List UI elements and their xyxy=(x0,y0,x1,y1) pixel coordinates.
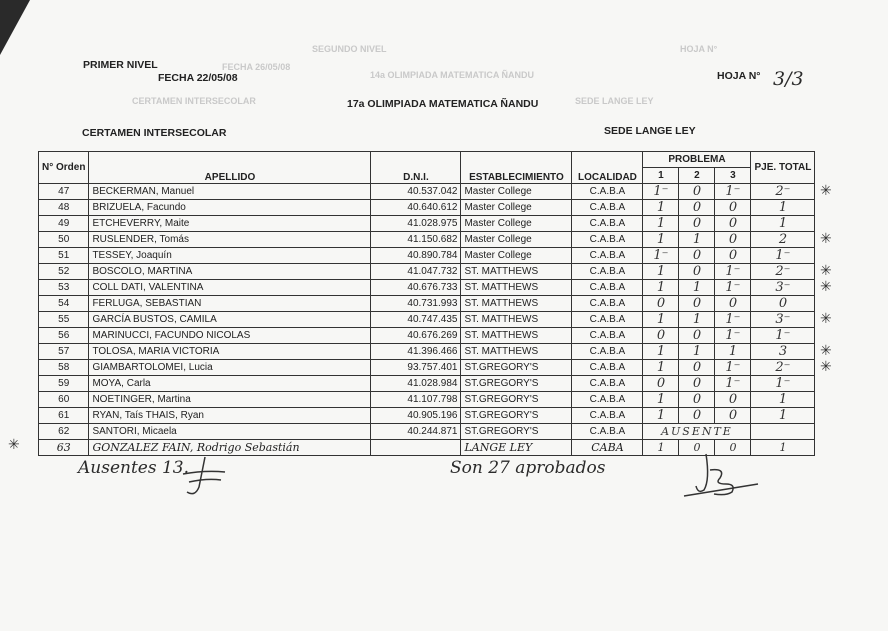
locality-cell: C.A.B.A xyxy=(572,376,643,392)
dni-cell xyxy=(371,440,461,456)
school-cell: ST.GREGORY'S xyxy=(461,360,572,376)
p1-cell: 1 xyxy=(643,408,679,424)
p3-cell: 1 xyxy=(715,344,751,360)
venue-label: SEDE LANGE LEY xyxy=(604,125,696,137)
col-dni: D.N.I. xyxy=(371,152,461,184)
dni-cell: 41.028.975 xyxy=(371,216,461,232)
total-cell: 2 xyxy=(751,232,815,248)
ghost-text: FECHA 26/05/08 xyxy=(222,62,291,72)
school-cell: ST. MATTHEWS xyxy=(461,344,572,360)
school-cell: Master College xyxy=(461,200,572,216)
surname-cell: FERLUGA, SEBASTIAN xyxy=(89,296,371,312)
table-row xyxy=(39,392,815,408)
order-cell: 61 xyxy=(39,408,89,424)
col-p1: 1 xyxy=(643,168,679,184)
p2-cell: 0 xyxy=(679,392,715,408)
p3-cell: 0 xyxy=(715,216,751,232)
p2-cell: 0 xyxy=(679,248,715,264)
results-table xyxy=(38,151,815,456)
p1-cell: 0 xyxy=(643,376,679,392)
dni-cell: 40.244.871 xyxy=(371,424,461,440)
p2-cell: 0 xyxy=(679,216,715,232)
locality-cell: C.A.B.A xyxy=(572,232,643,248)
total-cell xyxy=(751,424,815,440)
table-row xyxy=(39,328,815,344)
order-cell: 51 xyxy=(39,248,89,264)
page-title: 17a OLIMPIADA MATEMATICA ÑANDU xyxy=(347,98,539,110)
sheet-number: 3/3 xyxy=(773,68,804,90)
p1-cell: 1 xyxy=(643,200,679,216)
locality-cell: C.A.B.A xyxy=(572,248,643,264)
dni-cell: 41.028.984 xyxy=(371,376,461,392)
col-p2: 2 xyxy=(679,168,715,184)
surname-cell: MARINUCCI, FACUNDO NICOLAS xyxy=(89,328,371,344)
total-cell: 1 xyxy=(751,408,815,424)
p2-cell: 0 xyxy=(679,264,715,280)
order-cell: 60 xyxy=(39,392,89,408)
table-row xyxy=(39,424,815,440)
locality-cell: CABA xyxy=(572,440,643,456)
total-cell: 2⁻ xyxy=(751,184,815,200)
dni-cell: 40.747.435 xyxy=(371,312,461,328)
p1-cell: 1 xyxy=(643,232,679,248)
dni-cell: 40.905.196 xyxy=(371,408,461,424)
total-cell: 3⁻ xyxy=(751,312,815,328)
star-mark-icon: ✳ xyxy=(820,262,832,278)
star-mark-icon: ✳ xyxy=(820,230,832,246)
order-cell: 63 xyxy=(39,440,89,456)
order-cell: 56 xyxy=(39,328,89,344)
order-cell: 47 xyxy=(39,184,89,200)
surname-cell: GONZALEZ FAIN, Rodrigo Sebastián xyxy=(89,440,371,456)
locality-cell: C.A.B.A xyxy=(572,216,643,232)
table-row xyxy=(39,184,815,200)
table-row xyxy=(39,408,815,424)
p3-cell: 0 xyxy=(715,440,751,456)
total-cell: 1 xyxy=(751,200,815,216)
col-order: N° Orden xyxy=(39,152,89,184)
dni-cell: 40.676.269 xyxy=(371,328,461,344)
total-cell: 2⁻ xyxy=(751,264,815,280)
locality-cell: C.A.B.A xyxy=(572,344,643,360)
surname-cell: RYAN, Taís THAIS, Ryan xyxy=(89,408,371,424)
order-cell: 62 xyxy=(39,424,89,440)
p3-cell: 0 xyxy=(715,408,751,424)
table-row xyxy=(39,312,815,328)
p1-cell: 1⁻ xyxy=(643,248,679,264)
p2-cell: 0 xyxy=(679,376,715,392)
locality-cell: C.A.B.A xyxy=(572,184,643,200)
star-mark-icon: ✳ xyxy=(820,342,832,358)
p3-cell: 1⁻ xyxy=(715,264,751,280)
absent-cell: AUSENTE xyxy=(643,424,751,440)
surname-cell: ETCHEVERRY, Maite xyxy=(89,216,371,232)
p3-cell: 0 xyxy=(715,200,751,216)
order-cell: 49 xyxy=(39,216,89,232)
ghost-text: CERTAMEN INTERSECOLAR xyxy=(132,96,256,106)
order-cell: 53 xyxy=(39,280,89,296)
total-cell: 1⁻ xyxy=(751,376,815,392)
school-cell: Master College xyxy=(461,216,572,232)
table-row xyxy=(39,216,815,232)
dni-cell: 93.757.401 xyxy=(371,360,461,376)
dni-cell: 41.396.466 xyxy=(371,344,461,360)
p3-cell: 0 xyxy=(715,248,751,264)
p1-cell: 1 xyxy=(643,440,679,456)
p1-cell: 1 xyxy=(643,216,679,232)
school-cell: ST.GREGORY'S xyxy=(461,392,572,408)
p1-cell: 1 xyxy=(643,360,679,376)
star-mark-icon: ✳ xyxy=(820,358,832,374)
col-problem: PROBLEMA xyxy=(643,152,751,168)
dni-cell: 40.676.733 xyxy=(371,280,461,296)
locality-cell: C.A.B.A xyxy=(572,328,643,344)
dni-cell: 40.731.993 xyxy=(371,296,461,312)
locality-cell: C.A.B.A xyxy=(572,360,643,376)
surname-cell: GIAMBARTOLOMEI, Lucia xyxy=(89,360,371,376)
col-school: ESTABLECIMIENTO xyxy=(461,152,572,184)
order-cell: 54 xyxy=(39,296,89,312)
ghost-text: 14a OLIMPIADA MATEMATICA ÑANDU xyxy=(370,70,534,80)
table-row xyxy=(39,376,815,392)
table-row xyxy=(39,200,815,216)
school-cell: ST. MATTHEWS xyxy=(461,312,572,328)
star-mark-icon: ✳ xyxy=(820,182,832,198)
school-cell: ST.GREGORY'S xyxy=(461,408,572,424)
dni-cell: 40.640.612 xyxy=(371,200,461,216)
col-locality: LOCALIDAD xyxy=(572,152,643,184)
p3-cell: 0 xyxy=(715,232,751,248)
p2-cell: 0 xyxy=(679,328,715,344)
p3-cell: 0 xyxy=(715,392,751,408)
surname-cell: BOSCOLO, MARTINA xyxy=(89,264,371,280)
p3-cell: 1⁻ xyxy=(715,328,751,344)
surname-cell: BECKERMAN, Manuel xyxy=(89,184,371,200)
scan-corner-shadow xyxy=(0,0,30,55)
ghost-text: SEGUNDO NIVEL xyxy=(312,44,387,54)
ghost-text: HOJA N° xyxy=(680,44,718,54)
total-cell: 3⁻ xyxy=(751,280,815,296)
order-cell: 52 xyxy=(39,264,89,280)
p3-cell: 1⁻ xyxy=(715,360,751,376)
approved-note: Son 27 aprobados xyxy=(450,458,606,478)
surname-cell: TESSEY, Joaquín xyxy=(89,248,371,264)
school-cell: ST. MATTHEWS xyxy=(461,328,572,344)
p2-cell: 1 xyxy=(679,232,715,248)
school-cell: ST. MATTHEWS xyxy=(461,264,572,280)
table-row xyxy=(39,248,815,264)
sheet-label: HOJA N° xyxy=(717,70,761,82)
absent-note: Ausentes 13. xyxy=(78,458,190,478)
table-row xyxy=(39,344,815,360)
date-label: FECHA 22/05/08 xyxy=(158,72,238,84)
order-cell: 58 xyxy=(39,360,89,376)
dni-cell: 41.150.682 xyxy=(371,232,461,248)
locality-cell: C.A.B.A xyxy=(572,392,643,408)
total-cell: 1 xyxy=(751,440,815,456)
ghost-text: SEDE LANGE LEY xyxy=(575,96,654,106)
p1-cell: 1 xyxy=(643,312,679,328)
table-row xyxy=(39,264,815,280)
surname-cell: SANTORI, Micaela xyxy=(89,424,371,440)
order-cell: 57 xyxy=(39,344,89,360)
surname-cell: MOYA, Carla xyxy=(89,376,371,392)
total-cell: 2⁻ xyxy=(751,360,815,376)
p1-cell: 1⁻ xyxy=(643,184,679,200)
surname-cell: GARCÍA BUSTOS, CAMILA xyxy=(89,312,371,328)
col-score: PJE. TOTAL xyxy=(751,152,815,184)
dni-cell: 40.537.042 xyxy=(371,184,461,200)
school-cell: ST.GREGORY'S xyxy=(461,424,572,440)
surname-cell: RUSLENDER, Tomás xyxy=(89,232,371,248)
total-cell: 0 xyxy=(751,296,815,312)
p1-cell: 1 xyxy=(643,280,679,296)
p3-cell: 1⁻ xyxy=(715,376,751,392)
p2-cell: 0 xyxy=(679,440,715,456)
locality-cell: C.A.B.A xyxy=(572,424,643,440)
table-row xyxy=(39,232,815,248)
school-cell: LANGE LEY xyxy=(461,440,572,456)
total-cell: 3 xyxy=(751,344,815,360)
school-cell: ST. MATTHEWS xyxy=(461,296,572,312)
p2-cell: 1 xyxy=(679,312,715,328)
school-cell: Master College xyxy=(461,232,572,248)
order-cell: 50 xyxy=(39,232,89,248)
p1-cell: 0 xyxy=(643,328,679,344)
p2-cell: 1 xyxy=(679,344,715,360)
locality-cell: C.A.B.A xyxy=(572,200,643,216)
locality-cell: C.A.B.A xyxy=(572,264,643,280)
school-cell: Master College xyxy=(461,248,572,264)
p2-cell: 1 xyxy=(679,280,715,296)
total-cell: 1 xyxy=(751,392,815,408)
p1-cell: 1 xyxy=(643,344,679,360)
p2-cell: 0 xyxy=(679,360,715,376)
p3-cell: 1⁻ xyxy=(715,312,751,328)
locality-cell: C.A.B.A xyxy=(572,296,643,312)
col-p3: 3 xyxy=(715,168,751,184)
total-cell: 1⁻ xyxy=(751,328,815,344)
p2-cell: 0 xyxy=(679,408,715,424)
school-cell: Master College xyxy=(461,184,572,200)
p2-cell: 0 xyxy=(679,296,715,312)
total-cell: 1 xyxy=(751,216,815,232)
locality-cell: C.A.B.A xyxy=(572,280,643,296)
p3-cell: 1⁻ xyxy=(715,184,751,200)
school-cell: ST.GREGORY'S xyxy=(461,376,572,392)
star-mark-icon: ✳ xyxy=(820,278,832,294)
surname-cell: NOETINGER, Martina xyxy=(89,392,371,408)
level-label: PRIMER NIVEL xyxy=(83,59,158,71)
dni-cell: 41.047.732 xyxy=(371,264,461,280)
dni-cell: 40.890.784 xyxy=(371,248,461,264)
surname-cell: BRIZUELA, Facundo xyxy=(89,200,371,216)
p3-cell: 0 xyxy=(715,296,751,312)
p2-cell: 0 xyxy=(679,184,715,200)
p1-cell: 1 xyxy=(643,264,679,280)
order-cell: 55 xyxy=(39,312,89,328)
p2-cell: 0 xyxy=(679,200,715,216)
school-cell: ST. MATTHEWS xyxy=(461,280,572,296)
dni-cell: 41.107.798 xyxy=(371,392,461,408)
star-mark-icon: ✳ xyxy=(820,310,832,326)
col-surname: APELLIDO xyxy=(89,152,371,184)
surname-cell: COLL DATI, VALENTINA xyxy=(89,280,371,296)
competition-label: CERTAMEN INTERSECOLAR xyxy=(82,127,227,139)
locality-cell: C.A.B.A xyxy=(572,408,643,424)
star-mark-icon: ✳ xyxy=(8,436,20,452)
table-row xyxy=(39,280,815,296)
signature-initials xyxy=(175,452,235,502)
total-cell: 1⁻ xyxy=(751,248,815,264)
p3-cell: 1⁻ xyxy=(715,280,751,296)
p1-cell: 0 xyxy=(643,296,679,312)
signature xyxy=(680,450,760,500)
surname-cell: TOLOSA, MARIA VICTORIA xyxy=(89,344,371,360)
table-row xyxy=(39,296,815,312)
order-cell: 48 xyxy=(39,200,89,216)
p1-cell: 1 xyxy=(643,392,679,408)
locality-cell: C.A.B.A xyxy=(572,312,643,328)
table-row xyxy=(39,360,815,376)
order-cell: 59 xyxy=(39,376,89,392)
